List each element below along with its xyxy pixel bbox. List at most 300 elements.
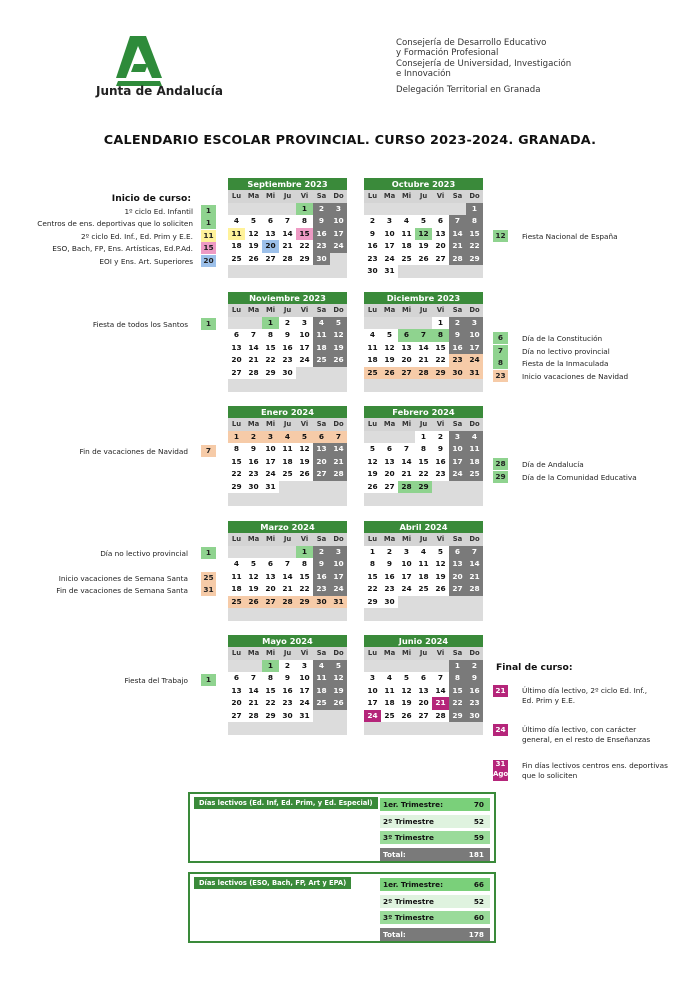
weekday-header: Mi	[398, 533, 415, 546]
day-cell: 30	[449, 367, 466, 380]
day-cell: 29	[262, 367, 279, 380]
empty-cell	[313, 265, 330, 278]
day-cell: 17	[296, 342, 313, 355]
day-cell: 1	[296, 203, 313, 216]
day-cell: 27	[432, 253, 449, 266]
weekday-header: Vi	[432, 190, 449, 203]
right-event-label: Fiesta de la Inmaculada	[522, 358, 609, 368]
day-cell: 5	[330, 317, 347, 330]
empty-cell	[415, 379, 432, 392]
day-cell: 11	[279, 443, 296, 456]
day-cell: 8	[296, 215, 313, 228]
day-cell: 11	[228, 571, 245, 584]
weekday-header: Ma	[245, 533, 262, 546]
day-cell: 27	[228, 710, 245, 723]
weekday-header: Sa	[449, 418, 466, 431]
inicio-title: Inicio de curso:	[111, 193, 191, 204]
day-cell: 5	[364, 443, 381, 456]
day-cell: 30	[245, 481, 262, 494]
empty-cell	[364, 317, 381, 330]
weekday-header: Ma	[381, 647, 398, 660]
day-cell: 6	[228, 329, 245, 342]
weekday-header: Mi	[262, 190, 279, 203]
empty-cell	[381, 608, 398, 621]
empty-cell	[466, 608, 483, 621]
empty-cell	[415, 317, 432, 330]
weekday-header: Mi	[262, 647, 279, 660]
final-badge	[493, 685, 508, 697]
day-cell: 25	[466, 468, 483, 481]
day-cell: 15	[228, 456, 245, 469]
empty-cell	[466, 493, 483, 506]
day-cell: 13	[415, 685, 432, 698]
day-cell: 26	[330, 354, 347, 367]
month-title: Marzo 2024	[228, 521, 347, 533]
day-cell: 13	[449, 558, 466, 571]
final-title: Final de curso:	[496, 662, 573, 673]
day-cell: 15	[296, 571, 313, 584]
empty-cell	[262, 546, 279, 559]
day-cell: 1	[466, 203, 483, 216]
day-cell: 16	[364, 240, 381, 253]
weekday-header: Lu	[364, 418, 381, 431]
day-cell: 3	[296, 317, 313, 330]
day-cell: 4	[228, 558, 245, 571]
empty-cell	[381, 722, 398, 735]
day-cell: 23	[245, 468, 262, 481]
day-cell: 25	[415, 583, 432, 596]
day-cell: 13	[381, 456, 398, 469]
day-cell: 7	[330, 431, 347, 444]
day-cell: 9	[313, 558, 330, 571]
day-cell: 7	[449, 215, 466, 228]
day-cell: 14	[415, 342, 432, 355]
trimestre-row	[380, 815, 490, 828]
day-cell: 4	[364, 329, 381, 342]
empty-cell	[330, 710, 347, 723]
empty-cell	[449, 203, 466, 216]
day-cell: 20	[313, 456, 330, 469]
day-cell: 8	[364, 558, 381, 571]
weekday-header: Do	[466, 533, 483, 546]
empty-cell	[228, 203, 245, 216]
day-cell: 18	[228, 240, 245, 253]
weekday-header: Lu	[228, 418, 245, 431]
day-cell: 13	[398, 342, 415, 355]
empty-cell	[432, 379, 449, 392]
day-cell: 20	[449, 571, 466, 584]
day-cell: 10	[296, 329, 313, 342]
day-cell: 28	[466, 583, 483, 596]
day-cell: 14	[466, 558, 483, 571]
right-event-badge: 6	[493, 332, 508, 344]
trimestre-value: 52	[473, 896, 484, 906]
weekday-header: Lu	[364, 304, 381, 317]
day-cell: 14	[279, 228, 296, 241]
day-cell: 22	[432, 354, 449, 367]
day-cell: 14	[245, 685, 262, 698]
day-cell: 16	[449, 342, 466, 355]
empty-cell	[415, 660, 432, 673]
day-cell: 26	[330, 697, 347, 710]
day-cell: 25	[398, 253, 415, 266]
month-title: Octubre 2023	[364, 178, 483, 190]
day-cell: 2	[279, 660, 296, 673]
weekday-header: Ju	[415, 533, 432, 546]
weekday-header: Ma	[245, 304, 262, 317]
empty-cell	[398, 608, 415, 621]
weekday-header: Do	[466, 647, 483, 660]
day-cell: 31	[330, 596, 347, 609]
empty-cell	[228, 317, 245, 330]
empty-cell	[313, 722, 330, 735]
weekday-header: Vi	[296, 418, 313, 431]
day-cell: 21	[398, 468, 415, 481]
day-cell: 7	[245, 672, 262, 685]
empty-cell	[296, 379, 313, 392]
day-cell: 10	[296, 672, 313, 685]
weekday-header: Ju	[415, 304, 432, 317]
trimestre-label: 2º Trimestre	[383, 816, 434, 826]
day-cell: 8	[432, 329, 449, 342]
left-event-label: Fin de vacaciones de Semana Santa	[56, 585, 188, 595]
day-cell: 8	[262, 329, 279, 342]
box-heading: Días lectivos (Ed. Inf, Ed. Prim, y Ed. Especial)	[194, 797, 378, 809]
month-calendar	[228, 521, 347, 621]
empty-cell	[228, 608, 245, 621]
weekday-header: Vi	[432, 647, 449, 660]
day-cell: 25	[228, 253, 245, 266]
day-cell: 30	[313, 596, 330, 609]
weekday-header: Ju	[415, 190, 432, 203]
empty-cell	[466, 379, 483, 392]
day-cell: 14	[398, 456, 415, 469]
day-cell: 28	[245, 367, 262, 380]
day-cell: 18	[415, 571, 432, 584]
day-cell: 12	[296, 443, 313, 456]
month-title: Diciembre 2023	[364, 292, 483, 304]
day-cell: 23	[313, 583, 330, 596]
empty-cell	[262, 608, 279, 621]
weekday-header: Sa	[449, 304, 466, 317]
weekday-header: Sa	[449, 647, 466, 660]
day-cell: 19	[296, 456, 313, 469]
weekday-header: Mi	[262, 304, 279, 317]
final-badge-month: Ago	[493, 769, 509, 778]
day-cell: 27	[449, 583, 466, 596]
page-title: CALENDARIO ESCOLAR PROVINCIAL. CURSO 2023-2024. GRANADA.	[103, 133, 597, 148]
day-cell: 2	[364, 215, 381, 228]
day-cell: 3	[449, 431, 466, 444]
day-cell: 7	[466, 546, 483, 559]
org-line: y Formación Profesional	[396, 48, 499, 59]
weekday-header: Ju	[279, 647, 296, 660]
empty-cell	[262, 265, 279, 278]
inicio-badge: 15	[201, 242, 216, 254]
day-cell: 6	[449, 546, 466, 559]
trimestre-label: 3º Trimestre	[383, 913, 434, 922]
empty-cell	[296, 265, 313, 278]
empty-cell	[330, 722, 347, 735]
empty-cell	[364, 722, 381, 735]
day-cell: 1	[228, 431, 245, 444]
left-event-label: Fiesta del Trabajo	[124, 675, 188, 685]
day-cell: 23	[432, 468, 449, 481]
trimestre-label: 2º Trimestre	[383, 896, 434, 906]
day-cell: 5	[415, 215, 432, 228]
day-cell: 6	[398, 329, 415, 342]
day-cell: 12	[364, 456, 381, 469]
weekday-header: Vi	[296, 533, 313, 546]
day-cell: 30	[466, 710, 483, 723]
day-cell: 8	[296, 558, 313, 571]
day-cell: 8	[228, 443, 245, 456]
weekday-header: Sa	[449, 190, 466, 203]
left-event-label: Fin de vacaciones de Navidad	[79, 446, 188, 456]
month-title: Abril 2024	[364, 521, 483, 533]
empty-cell	[279, 265, 296, 278]
trimestre-row	[380, 798, 490, 811]
weekday-header: Ju	[279, 190, 296, 203]
day-cell: 20	[432, 240, 449, 253]
day-cell: 16	[381, 571, 398, 584]
weekday-header: Do	[466, 190, 483, 203]
day-cell: 18	[279, 456, 296, 469]
day-cell: 29	[228, 481, 245, 494]
day-cell: 29	[415, 481, 432, 494]
empty-cell	[364, 608, 381, 621]
weekday-header: Ma	[381, 190, 398, 203]
day-cell: 24	[466, 354, 483, 367]
empty-cell	[313, 367, 330, 380]
month-title: Mayo 2024	[228, 635, 347, 647]
weekday-header: Vi	[296, 647, 313, 660]
day-cell: 28	[449, 253, 466, 266]
weekday-header: Mi	[398, 418, 415, 431]
right-event-badge: 29	[493, 471, 508, 483]
day-cell: 17	[296, 685, 313, 698]
day-cell: 11	[313, 329, 330, 342]
empty-cell	[449, 608, 466, 621]
trimestre-label: Total:	[383, 929, 406, 939]
weekday-header: Ju	[415, 647, 432, 660]
day-cell: 23	[381, 583, 398, 596]
day-cell: 23	[466, 697, 483, 710]
empty-cell	[415, 608, 432, 621]
day-cell: 3	[330, 546, 347, 559]
month-calendar	[364, 178, 483, 278]
empty-cell	[381, 493, 398, 506]
empty-cell	[245, 379, 262, 392]
empty-cell	[415, 596, 432, 609]
day-cell: 4	[381, 672, 398, 685]
day-cell: 2	[313, 203, 330, 216]
day-cell: 23	[449, 354, 466, 367]
month-calendar	[228, 406, 347, 506]
day-cell: 22	[262, 354, 279, 367]
day-cell: 17	[330, 571, 347, 584]
empty-cell	[398, 379, 415, 392]
weekday-header: Ju	[279, 304, 296, 317]
empty-cell	[432, 660, 449, 673]
day-cell: 26	[245, 253, 262, 266]
day-cell: 3	[381, 215, 398, 228]
empty-cell	[398, 660, 415, 673]
empty-cell	[262, 379, 279, 392]
weekday-header: Ma	[245, 647, 262, 660]
day-cell: 25	[313, 697, 330, 710]
weekday-header: Mi	[398, 190, 415, 203]
month-calendar	[364, 406, 483, 506]
month-grid	[364, 304, 483, 392]
day-cell: 16	[245, 456, 262, 469]
weekday-header: Mi	[398, 304, 415, 317]
day-cell: 3	[330, 203, 347, 216]
month-grid	[228, 647, 347, 735]
day-cell: 22	[228, 468, 245, 481]
day-cell: 5	[245, 558, 262, 571]
day-cell: 24	[381, 253, 398, 266]
left-event-badge: 31	[201, 584, 216, 596]
day-cell: 11	[466, 443, 483, 456]
day-cell: 9	[466, 672, 483, 685]
day-cell: 19	[364, 468, 381, 481]
empty-cell	[432, 608, 449, 621]
right-event-badge: 7	[493, 345, 508, 357]
weekday-header: Lu	[228, 304, 245, 317]
trimestre-row	[380, 878, 490, 891]
day-cell: 4	[398, 215, 415, 228]
trimestre-row	[380, 831, 490, 844]
left-event-badge: 1	[201, 318, 216, 330]
day-cell: 30	[313, 253, 330, 266]
empty-cell	[432, 596, 449, 609]
inicio-badge: 20	[201, 255, 216, 267]
day-cell: 21	[279, 583, 296, 596]
day-cell: 17	[466, 342, 483, 355]
day-cell: 28	[279, 596, 296, 609]
day-cell: 6	[381, 443, 398, 456]
day-cell: 26	[245, 596, 262, 609]
day-cell: 24	[449, 468, 466, 481]
day-cell: 1	[364, 546, 381, 559]
dias-lectivos-box	[188, 872, 496, 943]
empty-cell	[398, 596, 415, 609]
org-line: e Innovación	[396, 69, 451, 80]
empty-cell	[398, 317, 415, 330]
day-cell: 7	[432, 672, 449, 685]
empty-cell	[432, 481, 449, 494]
day-cell: 11	[415, 558, 432, 571]
final-label: Último día lectivo, 2º ciclo Ed. Inf.,	[522, 686, 648, 695]
day-cell: 14	[245, 342, 262, 355]
day-cell: 14	[432, 685, 449, 698]
right-event-label: Día de Andalucía	[522, 459, 584, 469]
empty-cell	[449, 596, 466, 609]
day-cell: 1	[449, 660, 466, 673]
month-calendar	[228, 178, 347, 278]
day-cell: 12	[415, 228, 432, 241]
empty-cell	[245, 317, 262, 330]
trimestre-value: 70	[473, 800, 484, 809]
empty-cell	[381, 660, 398, 673]
day-cell: 2	[313, 546, 330, 559]
day-cell: 15	[262, 685, 279, 698]
day-cell: 11	[313, 672, 330, 685]
day-cell: 10	[330, 558, 347, 571]
day-cell: 2	[245, 431, 262, 444]
empty-cell	[296, 722, 313, 735]
empty-cell	[279, 493, 296, 506]
empty-cell	[415, 203, 432, 216]
empty-cell	[415, 722, 432, 735]
month-calendar	[228, 635, 347, 735]
day-cell: 9	[381, 558, 398, 571]
day-cell: 28	[330, 468, 347, 481]
day-cell: 13	[228, 342, 245, 355]
day-cell: 19	[330, 685, 347, 698]
day-cell: 17	[262, 456, 279, 469]
weekday-header: Lu	[228, 533, 245, 546]
day-cell: 26	[432, 583, 449, 596]
final-badge-day: 31	[495, 760, 506, 768]
trimestre-label: 1er. Trimestre:	[383, 880, 444, 889]
weekday-header: Mi	[398, 647, 415, 660]
day-cell: 27	[415, 710, 432, 723]
empty-cell	[330, 608, 347, 621]
empty-cell	[228, 660, 245, 673]
day-cell: 18	[228, 583, 245, 596]
day-cell: 12	[398, 685, 415, 698]
day-cell: 21	[432, 697, 449, 710]
day-cell: 3	[398, 546, 415, 559]
day-cell: 13	[228, 685, 245, 698]
empty-cell	[228, 265, 245, 278]
weekday-header: Ma	[245, 190, 262, 203]
empty-cell	[313, 493, 330, 506]
day-cell: 16	[313, 228, 330, 241]
day-cell: 22	[449, 697, 466, 710]
day-cell: 16	[313, 571, 330, 584]
day-cell: 16	[466, 685, 483, 698]
org-line: Consejería de Universidad, Investigación	[396, 58, 572, 69]
empty-cell	[466, 265, 483, 278]
day-cell: 22	[262, 697, 279, 710]
day-cell: 16	[279, 685, 296, 698]
day-cell: 29	[432, 367, 449, 380]
final-badge-day: 21	[495, 686, 506, 695]
day-cell: 11	[381, 685, 398, 698]
month-title: Noviembre 2023	[228, 292, 347, 304]
day-cell: 1	[262, 317, 279, 330]
trimestre-row	[380, 928, 490, 941]
inicio-label: EOI y Ens. Art. Superiores	[99, 256, 193, 266]
weekday-header: Ma	[381, 304, 398, 317]
final-label: Último día lectivo, con carácter	[522, 725, 637, 734]
day-cell: 9	[279, 672, 296, 685]
day-cell: 20	[262, 583, 279, 596]
day-cell: 25	[228, 596, 245, 609]
day-cell: 10	[466, 329, 483, 342]
day-cell: 1	[296, 546, 313, 559]
day-cell: 17	[449, 456, 466, 469]
empty-cell	[432, 722, 449, 735]
day-cell: 28	[415, 367, 432, 380]
day-cell: 9	[432, 443, 449, 456]
day-cell: 27	[398, 367, 415, 380]
day-cell: 29	[449, 710, 466, 723]
month-title: Junio 2024	[364, 635, 483, 647]
